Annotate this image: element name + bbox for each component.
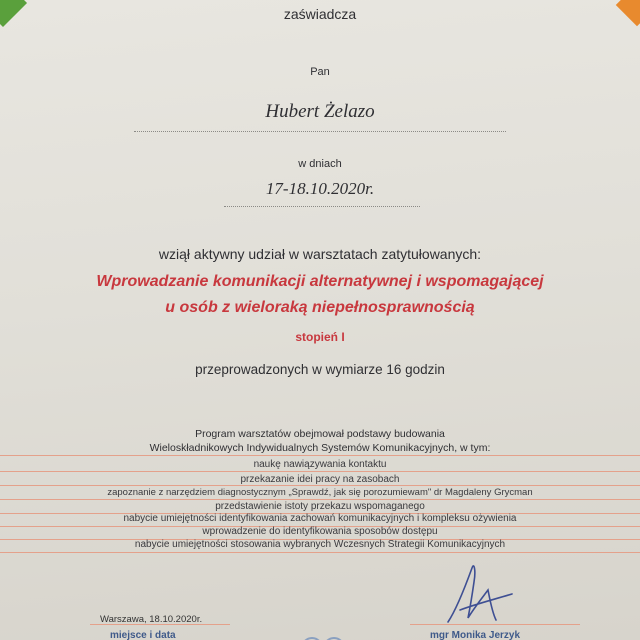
program-item: przedstawienie istoty przekazu wspomaganego (215, 501, 425, 512)
dates-label: w dniach (298, 158, 342, 170)
program-item: wprowadzenie do identyfikowania sposobów dostępu (202, 526, 438, 537)
organization-logo (290, 628, 360, 640)
duration-text: przeprowadzonych w wymiarze 16 godzin (195, 362, 445, 377)
workshop-level: stopień I (295, 330, 345, 344)
place-date-value: Warszawa, 18.10.2020r. (100, 614, 203, 625)
signature-mark (430, 560, 520, 630)
program-item: przekazanie idei pracy na zasobach (240, 474, 400, 485)
program-intro-line1: Program warsztatów obejmował podstawy budowania (195, 428, 445, 440)
signatory-name: mgr Monika Jerzyk (430, 630, 521, 640)
dates-dotted-line (224, 206, 420, 207)
name-dotted-line (134, 131, 506, 132)
workshop-title-line2: u osób z wieloraką niepełnosprawnością (165, 299, 475, 316)
program-item: nabycie umiejętności identyfikowania zachowań komunikacyjnych i kompleksu ożywienia (123, 513, 517, 524)
program-item: naukę nawiązywania kontaktu (253, 459, 387, 470)
participation-text: wziął aktywny udział w warsztatach zatytułowanych: (158, 246, 482, 262)
program-intro-line2: Wieloskładnikowych Indywidualnych Systemów Komunikacyjnych, w tym: (149, 442, 491, 454)
place-date-rule (90, 624, 230, 625)
program-item: nabycie umiejętności stosowania wybranych Wczesnych Strategii Komunikacyjnych (134, 539, 506, 550)
program-rule (0, 499, 640, 500)
dates-value: 17-18.10.2020r. (265, 179, 375, 198)
workshop-title-line1: Wprowadzanie komunikacji alternatywnej i wspomagającej (96, 273, 544, 290)
program-rule (0, 455, 640, 456)
place-date-label: miejsce i data (110, 630, 176, 640)
recipient-title: Pan (310, 66, 330, 78)
program-rule (0, 485, 640, 486)
program-rule (0, 552, 640, 553)
program-item: zapoznanie z narzędziem diagnostycznym „Sprawdź, jak się porozumiewam" dr Magdaleny Grycman (107, 487, 533, 498)
attests-heading: zaświadcza (283, 6, 357, 22)
program-rule (0, 471, 640, 472)
recipient-name: Hubert Żelazo (265, 101, 375, 122)
signature-rule (410, 624, 580, 625)
